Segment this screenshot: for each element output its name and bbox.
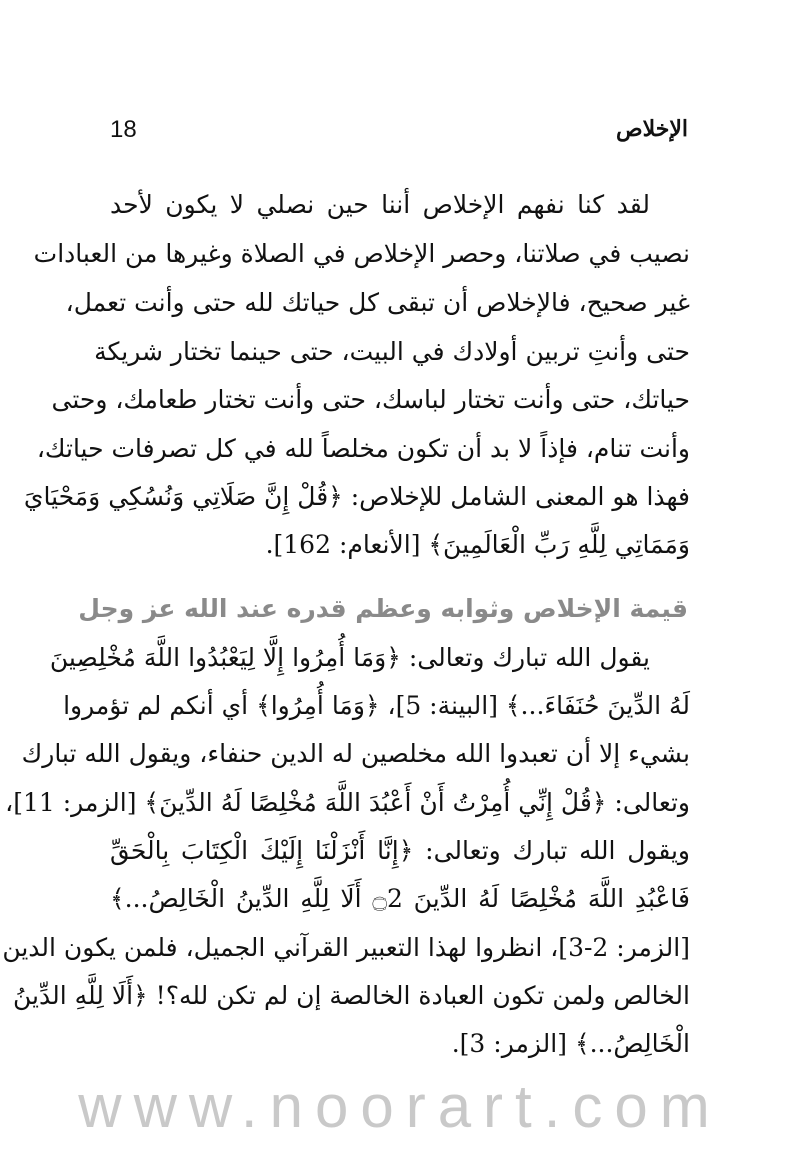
text-line: فهذا هو المعنى الشامل للإخلاص: ﴿قُلْ إِنَّ صَلَاتِي وَنُسُكِي وَمَحْيَايَ <box>23 482 690 511</box>
page-number: 18 <box>110 116 137 143</box>
text-line: لَهُ الدِّينَ حُنَفَاءَ...﴾ [البينة: 5]، ﴿وَمَا أُمِرُوا﴾ أي أنكم لم تؤمروا <box>63 691 690 720</box>
section-heading: قيمة الإخلاص وثوابه وعظم قدره عند الله عز وجل <box>78 594 688 623</box>
running-title: الإخلاص <box>616 116 688 142</box>
text-line: وتعالى: ﴿قُلْ إِنِّي أُمِرْتُ أَنْ أَعْبُدَ اللَّهَ مُخْلِصًا لَهُ الدِّينَ﴾ [الزمر: 11]، <box>5 788 690 817</box>
text-line: لقد كنا نفهم الإخلاص أننا حين نصلي لا يكون لأحد <box>110 190 650 219</box>
text-line: حتى وأنتِ تربين أولادك في البيت، حتى حينما تختار شريكة <box>94 337 690 366</box>
text-line: [الزمر: 2-3]، انظروا لهذا التعبير القرآني الجميل، فلمن يكون الدين <box>2 933 690 962</box>
text-line: الْخَالِصُ...﴾ [الزمر: 3]. <box>451 1029 690 1058</box>
watermark: www.noorart.com <box>78 1073 722 1140</box>
text-line: نصيب في صلاتنا، وحصر الإخلاص في الصلاة وغيرها من العبادات <box>33 239 690 268</box>
text-line: فَاعْبُدِ اللَّهَ مُخْلِصًا لَهُ الدِّينَ ۝2 أَلَا لِلَّهِ الدِّينُ الْخَالِصُ...﴾ <box>110 884 690 913</box>
text-line: وأنت تنام، فإذاً لا بد أن تكون مخلصاً لله في كل تصرفات حياتك، <box>36 434 690 463</box>
text-line: وَمَمَاتِي لِلَّهِ رَبِّ الْعَالَمِينَ﴾ [الأنعام: 162]. <box>265 530 690 559</box>
text-line: الخالص ولمن تكون العبادة الخالصة إن لم تكن لله؟! ﴿أَلَا لِلَّهِ الدِّينُ <box>12 981 690 1010</box>
text-line: غير صحيح، فالإخلاص أن تبقى كل حياتك لله حتى وأنت تعمل، <box>65 288 690 317</box>
text-line: بشيء إلا أن تعبدوا الله مخلصين له الدين حنفاء، ويقول الله تبارك <box>21 739 690 768</box>
text-line: ويقول الله تبارك وتعالى: ﴿إِنَّا أَنْزَلْنَا إِلَيْكَ الْكِتَابَ بِالْحَقِّ <box>110 836 690 865</box>
text-line: حياتك، حتى وأنت تختار لباسك، حتى وأنت تختار طعامك، وحتى <box>51 385 690 414</box>
text-line: يقول الله تبارك وتعالى: ﴿وَمَا أُمِرُوا إِلَّا لِيَعْبُدُوا اللَّهَ مُخْلِصِينَ <box>49 643 650 672</box>
